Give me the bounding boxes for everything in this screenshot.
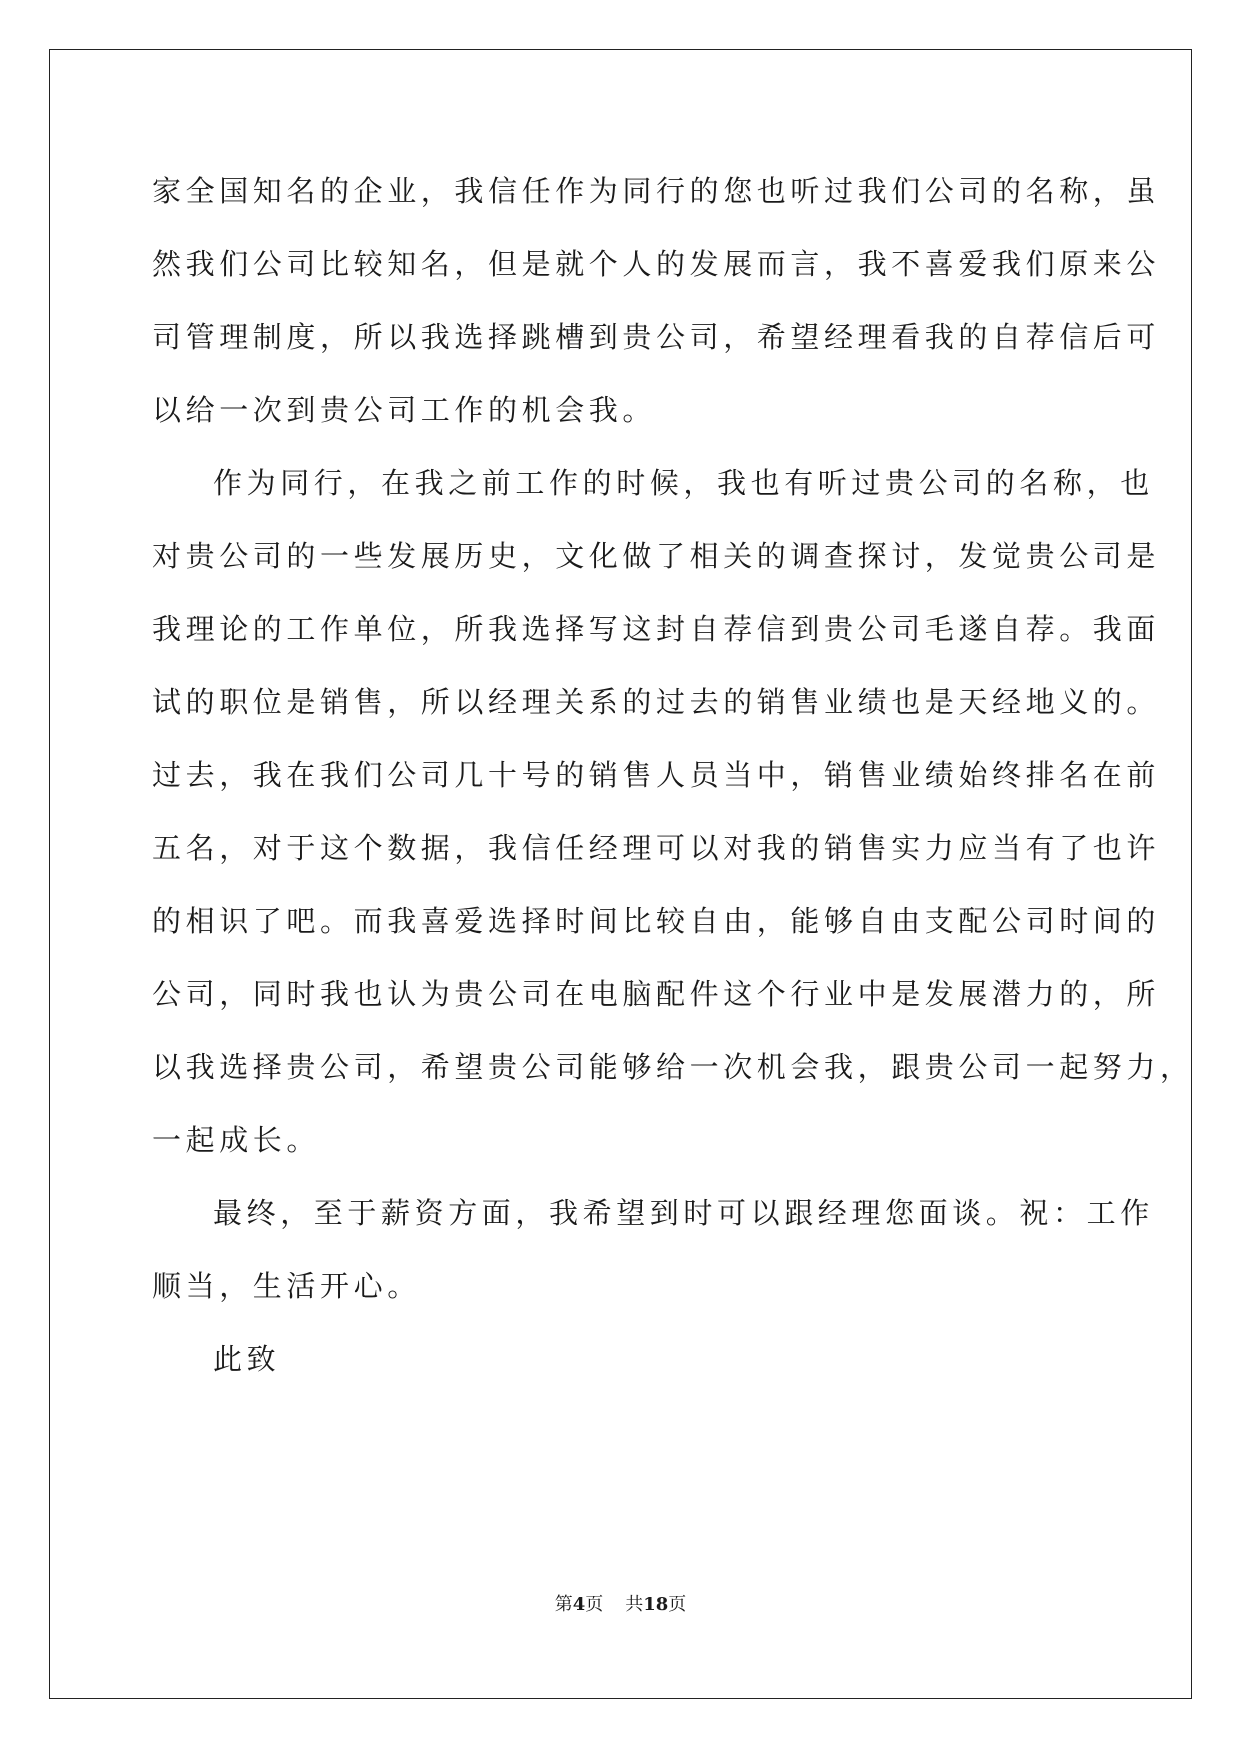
text-line: 家全国知名的企业，我信任作为同行的您也听过我们公司的名称，虽 (152, 174, 1161, 208)
paragraph-first-line: 作为同行，在我之前工作的时候，我也有听过贵公司的名称，也 (213, 466, 1154, 500)
text-line: 对贵公司的一些发展历史，文化做了相关的调查探讨，发觉贵公司是 (152, 539, 1161, 573)
text-line: 一起成长。 (152, 1123, 321, 1157)
text-line: 我理论的工作单位，所我选择写这封自荐信到贵公司毛遂自荐。我面 (152, 612, 1161, 646)
page-footer (0, 1590, 1241, 1616)
closing-salutation: 此致 (213, 1342, 281, 1376)
page-number: 4 (572, 1594, 586, 1615)
paragraph-first-line: 最终，至于薪资方面，我希望到时可以跟经理您面谈。祝：工作 (213, 1196, 1154, 1230)
text-line: 以我选择贵公司，希望贵公司能够给一次机会我，跟贵公司一起努力， (152, 1050, 1194, 1084)
text-line: 以给一次到贵公司工作的机会我。 (152, 393, 657, 427)
text-line: 然我们公司比较知名，但是就个人的发展而言，我不喜爱我们原来公 (152, 247, 1161, 281)
total-prefix: 共 (625, 1594, 644, 1615)
letter-body (152, 155, 1194, 1396)
text-line: 司管理制度，所以我选择跳槽到贵公司，希望经理看我的自荐信后可 (152, 320, 1161, 354)
text-line: 试的职位是销售，所以经理关系的过去的销售业绩也是天经地义的。 (152, 685, 1161, 719)
page-prefix: 第 (554, 1594, 573, 1615)
text-line: 五名，对于这个数据，我信任经理可以对我的销售实力应当有了也许 (152, 831, 1161, 865)
text-line: 公司，同时我也认为贵公司在电脑配件这个行业中是发展潜力的，所 (152, 977, 1161, 1011)
text-line: 的相识了吧。而我喜爱选择时间比较自由，能够自由支配公司时间的 (152, 904, 1161, 938)
text-line: 顺当，生活开心。 (152, 1269, 421, 1303)
text-line: 过去，我在我们公司几十号的销售人员当中，销售业绩始终排名在前 (152, 758, 1161, 792)
page-suffix: 页 (585, 1594, 604, 1615)
total-pages: 18 (643, 1594, 669, 1615)
total-suffix: 页 (668, 1594, 687, 1615)
